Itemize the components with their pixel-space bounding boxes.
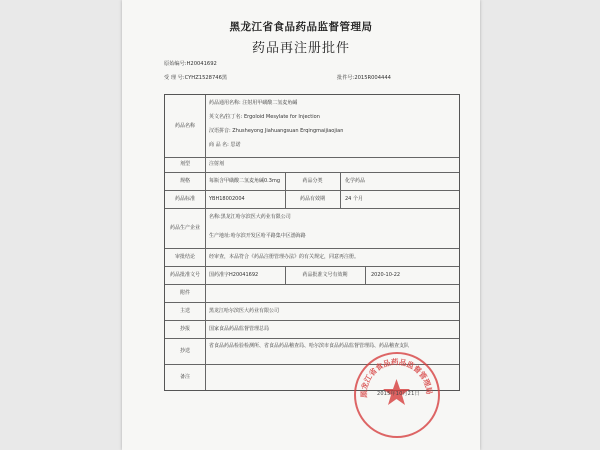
dosage-form-value: 注射剂	[209, 161, 225, 167]
cc-report-value: 国家食品药品监督管理总局	[209, 326, 270, 332]
address-label: 生产地址:	[209, 233, 231, 239]
conclusion-value: 经审查，本品符合《药品注册管理办法》的有关规定，同意再注册。	[209, 254, 360, 260]
issuer-title: 黑龙江省食品药品监督管理局	[229, 21, 373, 33]
common-name-value: 注射用甲磺酸二氢麦角碱	[242, 100, 298, 106]
send-to-label: 主送	[179, 308, 190, 314]
manufacturer-address	[209, 233, 306, 239]
english-name-value: Ergoloid Mesylate for Injection	[243, 114, 320, 120]
send-to-value: 黑龙江哈尔滨医大药业有限公司	[209, 308, 280, 314]
standard-value: YBH18002004	[209, 196, 245, 202]
validity-value: 24 个月	[345, 196, 363, 202]
cc-report-label: 抄报	[179, 326, 190, 332]
manufacturer-name-label: 名称:	[209, 214, 221, 220]
approval-validity-value: 2020-10-22	[371, 272, 401, 278]
pinyin-value: Zhusheyong Jiahuangsuan Erqingmaijiaojian	[232, 128, 344, 134]
cc-send-value: 省食品药品检验检测所、省食品药品稽查局、哈尔滨市食品药品监督管理局、药品稽查支队	[209, 343, 410, 349]
seal-date: 2015年10月21日	[377, 391, 420, 397]
conclusion-label: 审批结论	[174, 254, 195, 260]
standard-label: 药品标准	[174, 196, 195, 202]
acceptance-number	[164, 74, 227, 81]
category-label: 药品分类	[302, 178, 323, 184]
dosage-form-label: 剂型	[179, 161, 190, 167]
product-name-value: 思诺	[230, 142, 241, 148]
manufacturer-name-value: 黑龙江哈尔滨医大药业有限公司	[220, 214, 291, 220]
approval-file-number	[337, 74, 391, 81]
pinyin-label: 汉语拼音:	[209, 128, 231, 134]
approval-number-label: 药品批准文号	[169, 272, 200, 278]
pinyin-name	[209, 128, 343, 134]
drug-name-label: 药品名称	[174, 123, 195, 129]
approval-table	[164, 94, 460, 391]
english-name-label: 英文名/拉丁名:	[209, 114, 243, 120]
common-name	[209, 100, 297, 106]
product-name	[209, 142, 240, 148]
spec-label: 规格	[179, 178, 190, 184]
acceptance-number-value: CYHZ1528746黑	[184, 75, 228, 81]
approval-file-number-label: 批件号:	[337, 75, 355, 81]
validity-label: 药品有效期	[299, 196, 325, 202]
cc-send-label: 抄送	[179, 348, 190, 354]
approval-document	[122, 0, 480, 450]
common-name-label: 药品通用名称:	[209, 100, 241, 106]
manufacturer-name	[209, 214, 291, 220]
manufacturer-label: 药品生产企业	[169, 225, 200, 231]
seal-text: 黑龙江省食品药品监督管理局	[359, 357, 434, 398]
approval-number-value: 国药准字H20041692	[209, 272, 259, 278]
spec-value: 每瓶含甲磺酸二氢麦角碱0.3mg	[209, 178, 280, 184]
approval-file-number-value: 2015R004444	[354, 75, 391, 81]
acceptance-number-label: 受 理 号:	[164, 75, 185, 81]
original-number-label: 原始编号:	[164, 61, 187, 67]
approval-validity-label: 药品批准文号有效期	[302, 272, 348, 278]
category-value: 化学药品	[345, 178, 366, 184]
remarks-label: 备注	[179, 374, 190, 380]
original-number-value: H20041692	[186, 61, 217, 67]
original-number	[164, 60, 217, 67]
attachment-label: 附件	[179, 290, 190, 296]
product-name-label: 商 品 名:	[209, 142, 229, 148]
document-title: 药品再注册批件	[251, 41, 350, 56]
address-value: 哈尔滨开发区哈平路集中区渤海路	[230, 233, 306, 239]
english-name	[209, 114, 320, 120]
